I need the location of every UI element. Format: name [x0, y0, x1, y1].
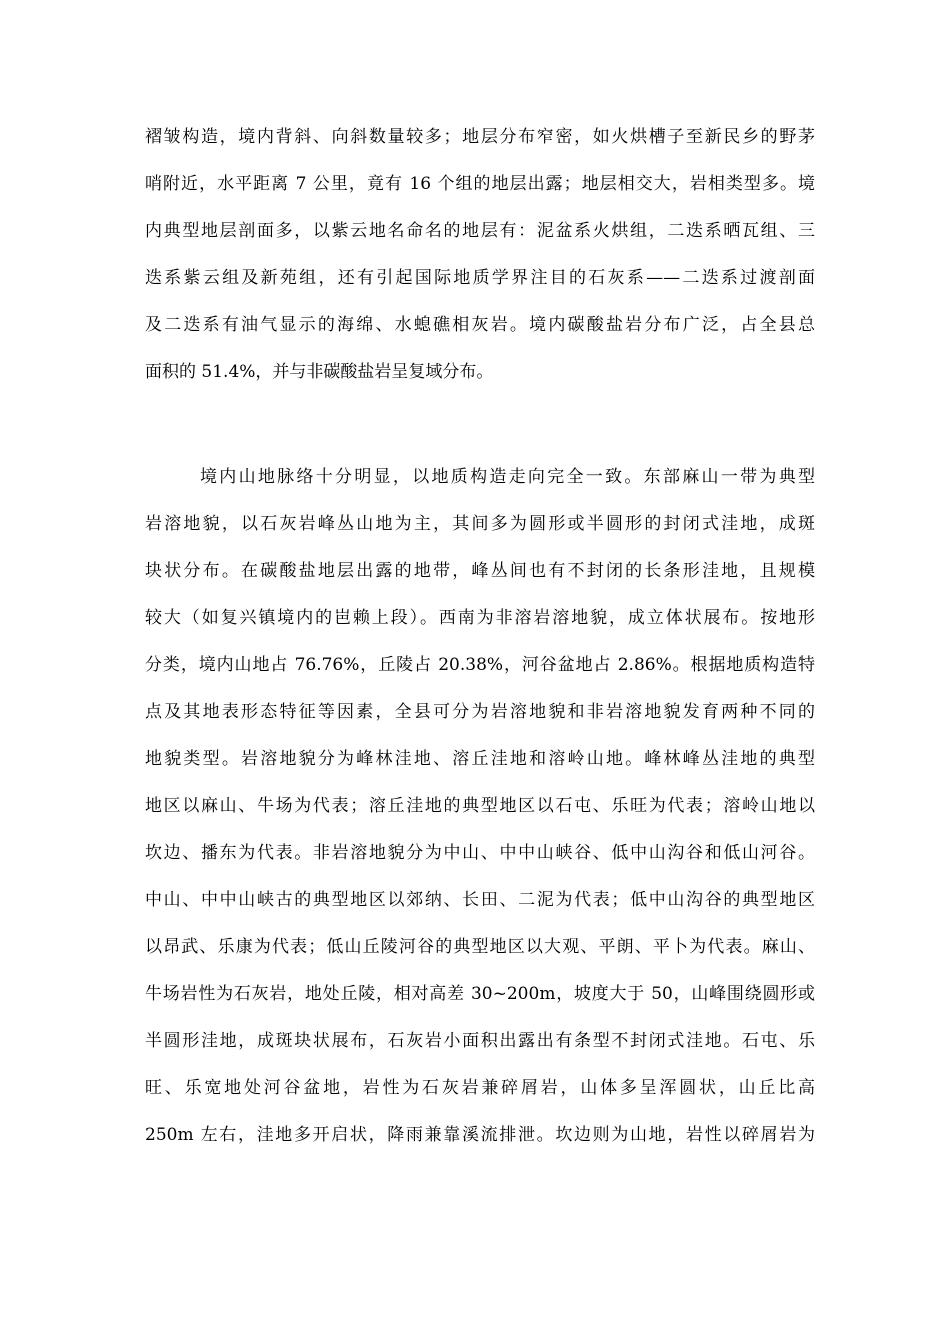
- paragraph-2-line-10: 中山、中中山峡古的典型地区以郊纳、长田、二泥为代表；低中山沟谷的典型地区: [145, 890, 815, 910]
- paragraph-2-line-14: 旺、乐宽地处河谷盆地，岩性为石灰岩兼碎屑岩，山体多呈浑圆状，山丘比高: [145, 1078, 815, 1098]
- paragraph-2-line-6: 点及其地表形态特征等因素，全县可分为岩溶地貌和非岩溶地貌发育两种不同的: [145, 702, 815, 722]
- paragraph-2-line-4: 较大（如复兴镇境内的岜赖上段）。西南为非溶岩溶地貌，成立体状展布。按地形: [145, 608, 815, 628]
- paragraph-1-line-1: 褶皱构造，境内背斜、向斜数量较多；地层分布窄密，如火烘槽子至新民乡的野茅: [145, 127, 815, 147]
- paragraph-2-line-9: 坎边、播东为代表。非岩溶地貌分为中山、中中山峡谷、低中山沟谷和低山河谷。: [145, 843, 815, 863]
- paragraph-2-line-1: 境内山地脉络十分明显，以地质构造走向完全一致。东部麻山一带为典型: [200, 467, 815, 487]
- paragraph-2-line-12: 牛场岩性为石灰岩，地处丘陵，相对高差 30~200m，坡度大于 50，山峰围绕圆形或: [145, 984, 815, 1004]
- paragraph-2-line-11: 以昂武、乐康为代表；低山丘陵河谷的典型地区以大观、平朗、平卜为代表。麻山、: [145, 937, 815, 957]
- paragraph-1-line-3: 内典型地层剖面多，以紫云地名命名的地层有：泥盆系火烘组，二迭系晒瓦组、三: [145, 221, 815, 241]
- paragraph-2-line-5: 分类，境内山地占 76.76%，丘陵占 20.38%，河谷盆地占 2.86%。根据地质构造特: [145, 655, 815, 675]
- paragraph-2-line-2: 岩溶地貌，以石灰岩峰丛山地为主，其间多为圆形或半圆形的封闭式洼地，成斑: [145, 514, 815, 534]
- paragraph-1-line-2: 哨附近，水平距离 7 公里，竟有 16 个组的地层出露；地层相交大，岩相类型多。境: [145, 174, 815, 194]
- paragraph-2-line-15: 250m 左右，洼地多开启状，降雨兼靠溪流排泄。坎边则为山地，岩性以碎屑岩为: [145, 1125, 815, 1145]
- paragraph-2-line-7: 地貌类型。岩溶地貌分为峰林洼地、溶丘洼地和溶岭山地。峰林峰丛洼地的典型: [145, 749, 815, 769]
- paragraph-1-line-4: 迭系紫云组及新苑组，还有引起国际地质学界注目的石灰系——二迭系过渡剖面: [145, 268, 815, 288]
- paragraph-2-line-8: 地区以麻山、牛场为代表；溶丘洼地的典型地区以石屯、乐旺为代表；溶岭山地以: [145, 796, 815, 816]
- paragraph-1-line-6: 面积的 51.4%，并与非碳酸盐岩呈复域分布。: [145, 362, 494, 382]
- paragraph-2-line-3: 块状分布。在碳酸盐地层出露的地带，峰丛间也有不封闭的长条形洼地，且规模: [145, 561, 815, 581]
- paragraph-1-line-5: 及二迭系有油气显示的海绵、水螅礁相灰岩。境内碳酸盐岩分布广泛，占全县总: [145, 315, 815, 335]
- paragraph-2-line-13: 半圆形洼地，成斑块状展布，石灰岩小面积出露出有条型不封闭式洼地。石屯、乐: [145, 1031, 815, 1051]
